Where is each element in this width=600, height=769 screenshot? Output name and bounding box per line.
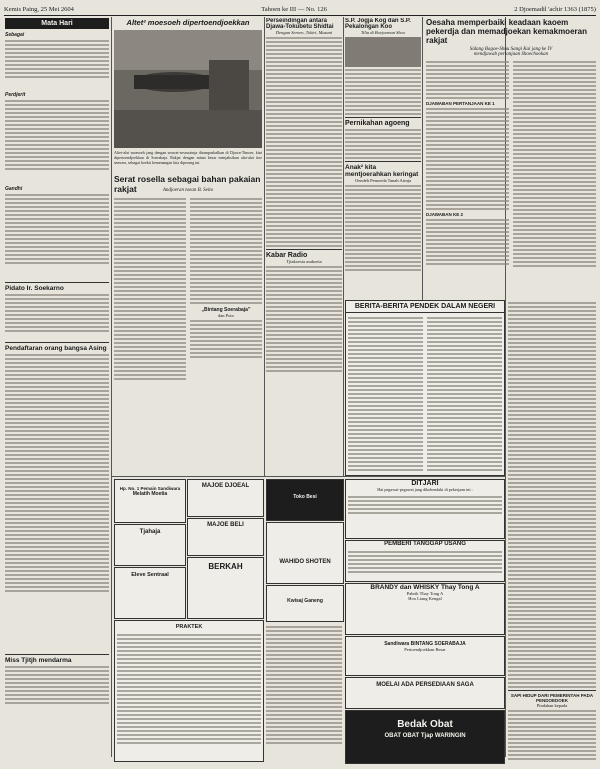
- advertisement: [345, 636, 505, 676]
- text-block: [5, 294, 109, 342]
- ad-subtitle: OBAT OBAT Tjap WARINGIN: [384, 733, 466, 739]
- masthead: [4, 4, 596, 16]
- section-heading: Anak² kita mentjoerahkan keringat: [345, 161, 421, 178]
- ad-subtitle: Hoo Liang Kengal: [408, 596, 442, 601]
- section-heading: Sebagai: [5, 32, 25, 38]
- text-block: [115, 630, 263, 748]
- section-rule: [112, 476, 505, 477]
- byline: Andjoeran toean B. Seito: [162, 188, 214, 193]
- ditjari-box: [345, 479, 505, 539]
- sub-heading: mendjawab pertanjaan Shoechookan: [473, 52, 549, 57]
- sub-heading: Tjiakoesia asakoeia: [286, 259, 322, 264]
- section-heading: Perdjerit: [5, 92, 26, 98]
- ad-title: WAHIDO SHOTEN: [279, 559, 331, 565]
- advertisement: [114, 479, 186, 523]
- column-1: [5, 18, 109, 763]
- ad-title: BERKAH: [208, 562, 243, 571]
- text-block: [346, 547, 504, 577]
- section-heading: Pernikahan agoeng: [345, 117, 421, 127]
- berita-box: [345, 300, 505, 476]
- section-heading: Pendaftaran orang bangsa Asing: [5, 342, 109, 352]
- headline: Serat rosella sebagai bahan pakaian rakjat: [114, 174, 261, 194]
- advertisement: [266, 479, 344, 521]
- text-block: [266, 37, 342, 247]
- advertisement: [266, 585, 344, 622]
- advertisement: [187, 479, 264, 517]
- ad-title: MOELAI ADA PERSEDIAAN SAGA: [376, 682, 474, 688]
- text-block: [5, 100, 109, 186]
- text-block: [114, 196, 186, 382]
- text-block: [5, 40, 109, 88]
- text-block: [5, 354, 109, 654]
- advertisement: [114, 524, 186, 566]
- advertisement: [266, 522, 344, 584]
- column-4: [345, 18, 421, 288]
- sub-heading: Oendeh Pemoeda Tanah Airnja: [355, 178, 411, 183]
- text-block: [266, 266, 342, 372]
- advertisement: [187, 557, 264, 619]
- text-block: [266, 626, 342, 744]
- column-title-tag: Mata Hari: [5, 18, 109, 29]
- ad-title: Toko Besi: [293, 494, 317, 500]
- ad-subtitle: Pabrik Thay Tong A: [406, 591, 444, 596]
- headline: Perseindingan antara Djawa-Tokubetu Shidtai: [266, 18, 334, 30]
- section-heading: SAPI HIDUP DARI PEMERINTAH PADA PENDOEDOEK: [508, 690, 596, 703]
- sub-heading: „Bintang Soerabaja”: [201, 307, 251, 313]
- sub-heading: Dengan Seroen, Tokiri, Masani: [275, 30, 333, 35]
- ad-title: Kwisaj Ganeng: [287, 598, 323, 604]
- column-6: [508, 300, 596, 760]
- section-heading: Gandhi: [5, 186, 23, 192]
- advertisement: [114, 620, 264, 762]
- ad-title: Bedak Obat: [397, 719, 453, 730]
- column-2: [114, 18, 262, 476]
- advertisement: [114, 567, 186, 619]
- ad-title: PRAKTEK: [175, 624, 203, 630]
- photo-caption: Altet-alat moesoeh jang dengan seawat-sesawatnja dirampasbalkan di Djawa-Timoer, kini dipertoendjoekkan di Soerabaja. Rakjat dengan minat besar menjaksikan alat-alat itoe semoea, sebagai boekti kemenangan kita diperang ini.: [114, 150, 262, 165]
- text-block: [348, 315, 423, 473]
- ad-subtitle: Pertoendjoekkan Besar: [404, 647, 446, 652]
- ad-title: Hp. No. 1 Pemain Sandiwara: [119, 486, 181, 491]
- section-heading: DITJARI: [411, 480, 439, 487]
- masthead-volume: Tahoen ke III — No. 126: [261, 6, 327, 13]
- section-heading: Miss Tjitjh mendarma: [5, 654, 109, 664]
- masthead-hijri: 2 Djoemadil 'achir 1363 (1875): [514, 6, 596, 13]
- headline: Oesaha memperbaiki keadaan kaoem pekerdja dan memadjoekan kemakmoeran rakjat: [426, 18, 587, 45]
- section-heading: BRANDY dan WHISKY Thay Tong A: [370, 584, 480, 591]
- text-block: [346, 492, 504, 518]
- text-block: [345, 185, 421, 271]
- text-block: [190, 196, 262, 360]
- ad-title: MAJOE BELI: [207, 522, 244, 528]
- text-block: [345, 129, 421, 159]
- column-rule: [264, 17, 265, 477]
- ad-title: Eleve Sentraal: [131, 572, 169, 578]
- column-bottom-middle: [266, 624, 342, 760]
- column-rule: [111, 17, 112, 757]
- section-heading: PEMBERI TANGGAP USANG: [384, 541, 466, 547]
- ad-title: Sandiwara BINTANG SOERABAJA: [384, 641, 466, 647]
- headline: Altet² moesoeh dipertoendjoekkan: [126, 18, 250, 27]
- text-block: [513, 59, 596, 269]
- sub-heading: Pindahan kepada: [536, 703, 568, 708]
- sub-heading: DJAWABAN KE 2: [426, 212, 464, 217]
- sub-heading: DJAWABAN PERTANJAAN KE 1: [426, 101, 495, 106]
- pemberi-box: [345, 540, 505, 582]
- text-block: [5, 666, 109, 726]
- text-block: [427, 315, 502, 473]
- ad-subtitle: Melatih Moetia: [132, 491, 168, 497]
- text-block: [426, 59, 509, 269]
- advertisement: [345, 677, 505, 709]
- news-photo: [345, 37, 421, 67]
- text-block: [345, 69, 421, 115]
- section-heading: BERITA-BERITA PENDEK DALAM NEGERI: [346, 301, 504, 313]
- headline: S.P. Jogja Kog dan S.P. Pekalongan Koo: [345, 18, 411, 30]
- section-heading: Kabar Radio: [266, 249, 342, 259]
- sub-heading: Sidang Bagoe-Shuu Sangi Kai jang ke IV: [469, 47, 553, 52]
- masthead-date: Kemis Paing, 25 Mei 2604: [4, 6, 74, 13]
- text-block: [5, 194, 109, 282]
- text-block: [508, 302, 596, 760]
- sub-heading: dan Poto: [218, 313, 234, 318]
- ad-title: Tjahaja: [139, 529, 161, 535]
- news-photo: [114, 30, 262, 148]
- column-3: [266, 18, 342, 476]
- ad-title: MAJOE DJOEAL: [201, 483, 250, 489]
- advertisement: [187, 518, 264, 556]
- ad-subtitle: Hai pegawai-pegawai jang dikehendaki di pekerjaan ini :: [377, 487, 473, 492]
- sub-heading: Tilia di Boejoeman Shoo: [360, 30, 406, 35]
- bedak-obat-ad: [345, 710, 505, 764]
- brandy-box: [345, 583, 505, 635]
- section-heading: Pidato Ir. Soekarno: [5, 282, 109, 292]
- column-5: [426, 18, 596, 298]
- photo-illustration: [114, 30, 262, 148]
- column-rule: [343, 17, 344, 477]
